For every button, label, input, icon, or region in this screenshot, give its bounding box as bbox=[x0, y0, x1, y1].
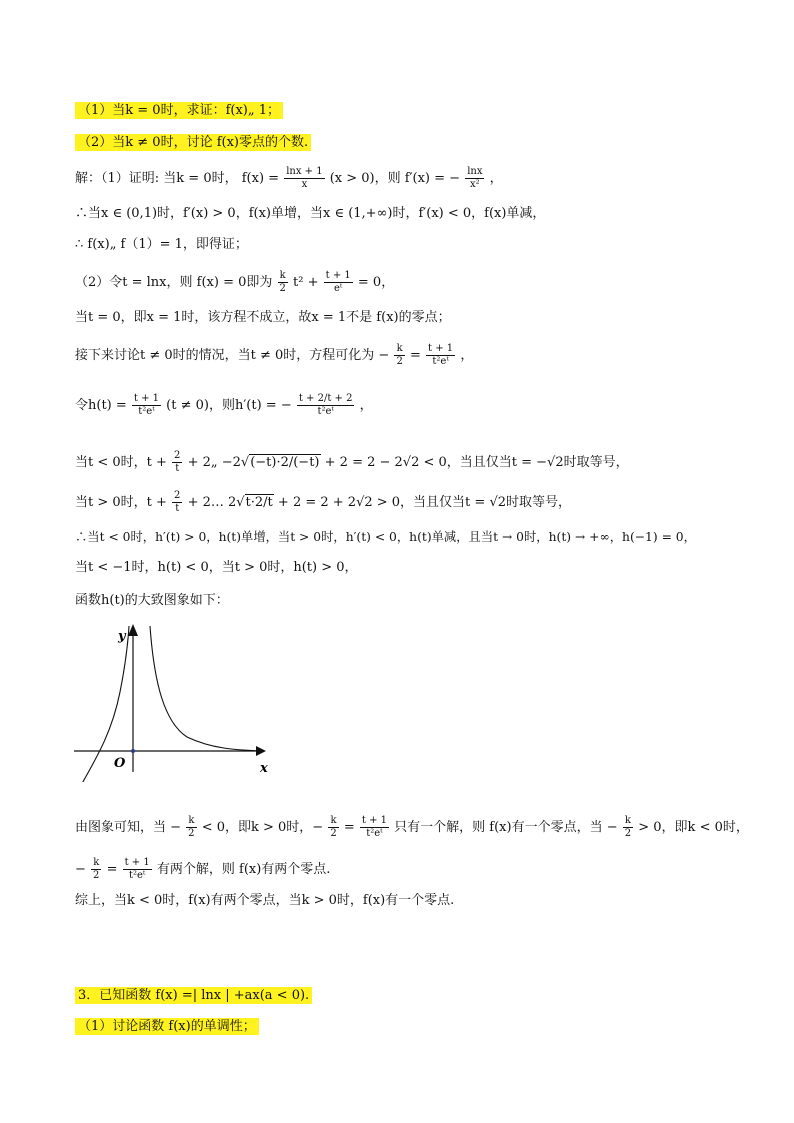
solution-line-9: 当t > 0时，t + $\frac{2}{t}$ + 2… 2√t·2/t + 2 = 2 + 2√2 > 0，当且仅当t = √2时取等号， bbox=[75, 490, 571, 514]
solution-line-1: 解：（1）证明: 当k = 0时， f(x) = $\frac{\ln x + 1}{x}$ (x > 0)，则 f′(x) = − $\frac{\ln x}{\text{x²}}$ ， bbox=[75, 166, 503, 190]
fraction: $\frac{2}{t}$ bbox=[174, 450, 181, 474]
fraction: $\frac{\ln x + 1}{x}$ bbox=[286, 166, 323, 190]
fraction: $\frac{k}{2}$ bbox=[279, 270, 286, 294]
fraction: $\frac{k}{2}$ bbox=[396, 343, 403, 367]
curve-right-branch bbox=[150, 626, 262, 751]
solution-line-12: 函数h(t)的大致图象如下： bbox=[75, 593, 229, 608]
fraction: $\frac{k}{2}$ bbox=[188, 815, 195, 839]
solution-line-4: （2）令t = lnx，则 f(x) = 0即为 $\frac{k}{2}$ t² + $\frac{t + 1}{\text{eᵗ}}$ = 0， bbox=[75, 270, 395, 294]
solution-line-10: ∴当t < 0时，h′(t) > 0，h(t)单增，当t > 0时，h′(t) < 0，h(t)单减，且当t → 0时，h(t) → +∞，h(−1) = 0， bbox=[75, 530, 696, 544]
solution-line-7: 令h(t) = $\frac{t + 1}{\text{t²eᵗ}}$ (t ≠ 0)，则h′(t) = − $\frac{t + 2/t + 2}{\text{t²eᵗ}}$ ， bbox=[75, 393, 373, 417]
solution-line-3: ∴ f(x)„ f（1）= 1，即得证； bbox=[75, 237, 248, 252]
origin-point bbox=[131, 749, 135, 753]
solution-line-6: 接下来讨论t ≠ 0时的情况，当t ≠ 0时，方程可化为 − $\frac{k}{2}$ = $\frac{t + 1}{\text{t²eᵗ}}$ ， bbox=[75, 343, 474, 367]
x-axis-label: x bbox=[260, 761, 268, 776]
question-3: 3．已知函数 f(x) =| lnx | +ax(a < 0). bbox=[75, 987, 312, 1005]
solution-line-2: ∴当x ∈ (0,1)时，f′(x) > 0，f(x)单增，当x ∈ (1,+∞)时，f′(x) < 0，f(x)单减， bbox=[75, 206, 546, 221]
y-axis-arrow-icon bbox=[128, 624, 138, 636]
solution-line-14: − $\frac{k}{2}$ = $\frac{t + 1}{\text{t²eᵗ}}$ 有两个解，则 f(x)有两个零点. bbox=[75, 857, 331, 881]
fraction: $\frac{t + 1}{\text{t²eᵗ}}$ bbox=[428, 343, 454, 367]
solution-line-8: 当t < 0时，t + $\frac{2}{t}$ + 2„ −2√(−t)·2/(−t) + 2 = 2 − 2√2 < 0，当且仅当t = −√2时取等号， bbox=[75, 450, 629, 474]
question-part-1: （1）当k = 0时，求证：f(x)„ 1； bbox=[75, 102, 283, 120]
fraction: $\frac{t + 1}{\text{t²eᵗ}}$ bbox=[361, 815, 388, 839]
fraction: $\frac{t + 2/t + 2}{\text{t²eᵗ}}$ bbox=[298, 393, 353, 417]
fraction: $\frac{t + 1}{\text{eᵗ}}$ bbox=[325, 270, 351, 294]
solution-line-13: 由图象可知，当 − $\frac{k}{2}$ < 0，即k > 0时，− $\frac{k}{2}$ = $\frac{t + 1}{\text{t²eᵗ}}$ 只有一个解，则 f(x)有一个零点，当 − $\frac{k}{2}$ > 0，即k < 0时， bbox=[75, 815, 749, 839]
fraction: $\frac{k}{2}$ bbox=[624, 815, 632, 839]
solution-line-5: 当t = 0，即x = 1时，该方程不成立，故x = 1不是 f(x)的零点； bbox=[75, 310, 451, 325]
solution-line-11: 当t < −1时，h(t) < 0，当t > 0时，h(t) > 0， bbox=[75, 560, 358, 575]
fraction: $\frac{k}{2}$ bbox=[330, 815, 337, 839]
fraction: $\frac{k}{2}$ bbox=[93, 857, 100, 881]
fraction: $\frac{t + 1}{\text{t²eᵗ}}$ bbox=[133, 393, 160, 417]
y-axis-label: y bbox=[118, 629, 126, 644]
fraction: $\frac{\ln x}{\text{x²}}$ bbox=[467, 166, 483, 190]
function-graph bbox=[72, 622, 292, 782]
origin-label: O bbox=[114, 756, 126, 771]
fraction: $\frac{2}{t}$ bbox=[174, 490, 181, 514]
solution-line-15: 综上，当k < 0时，f(x)有两个零点，当k > 0时，f(x)有一个零点. bbox=[75, 893, 455, 908]
question-part-2: （2）当k ≠ 0时，讨论 f(x)零点的个数. bbox=[75, 134, 311, 152]
fraction: $\frac{t + 1}{\text{t²eᵗ}}$ bbox=[124, 857, 150, 881]
question-3-part-1: （1）讨论函数 f(x)的单调性； bbox=[75, 1018, 259, 1036]
